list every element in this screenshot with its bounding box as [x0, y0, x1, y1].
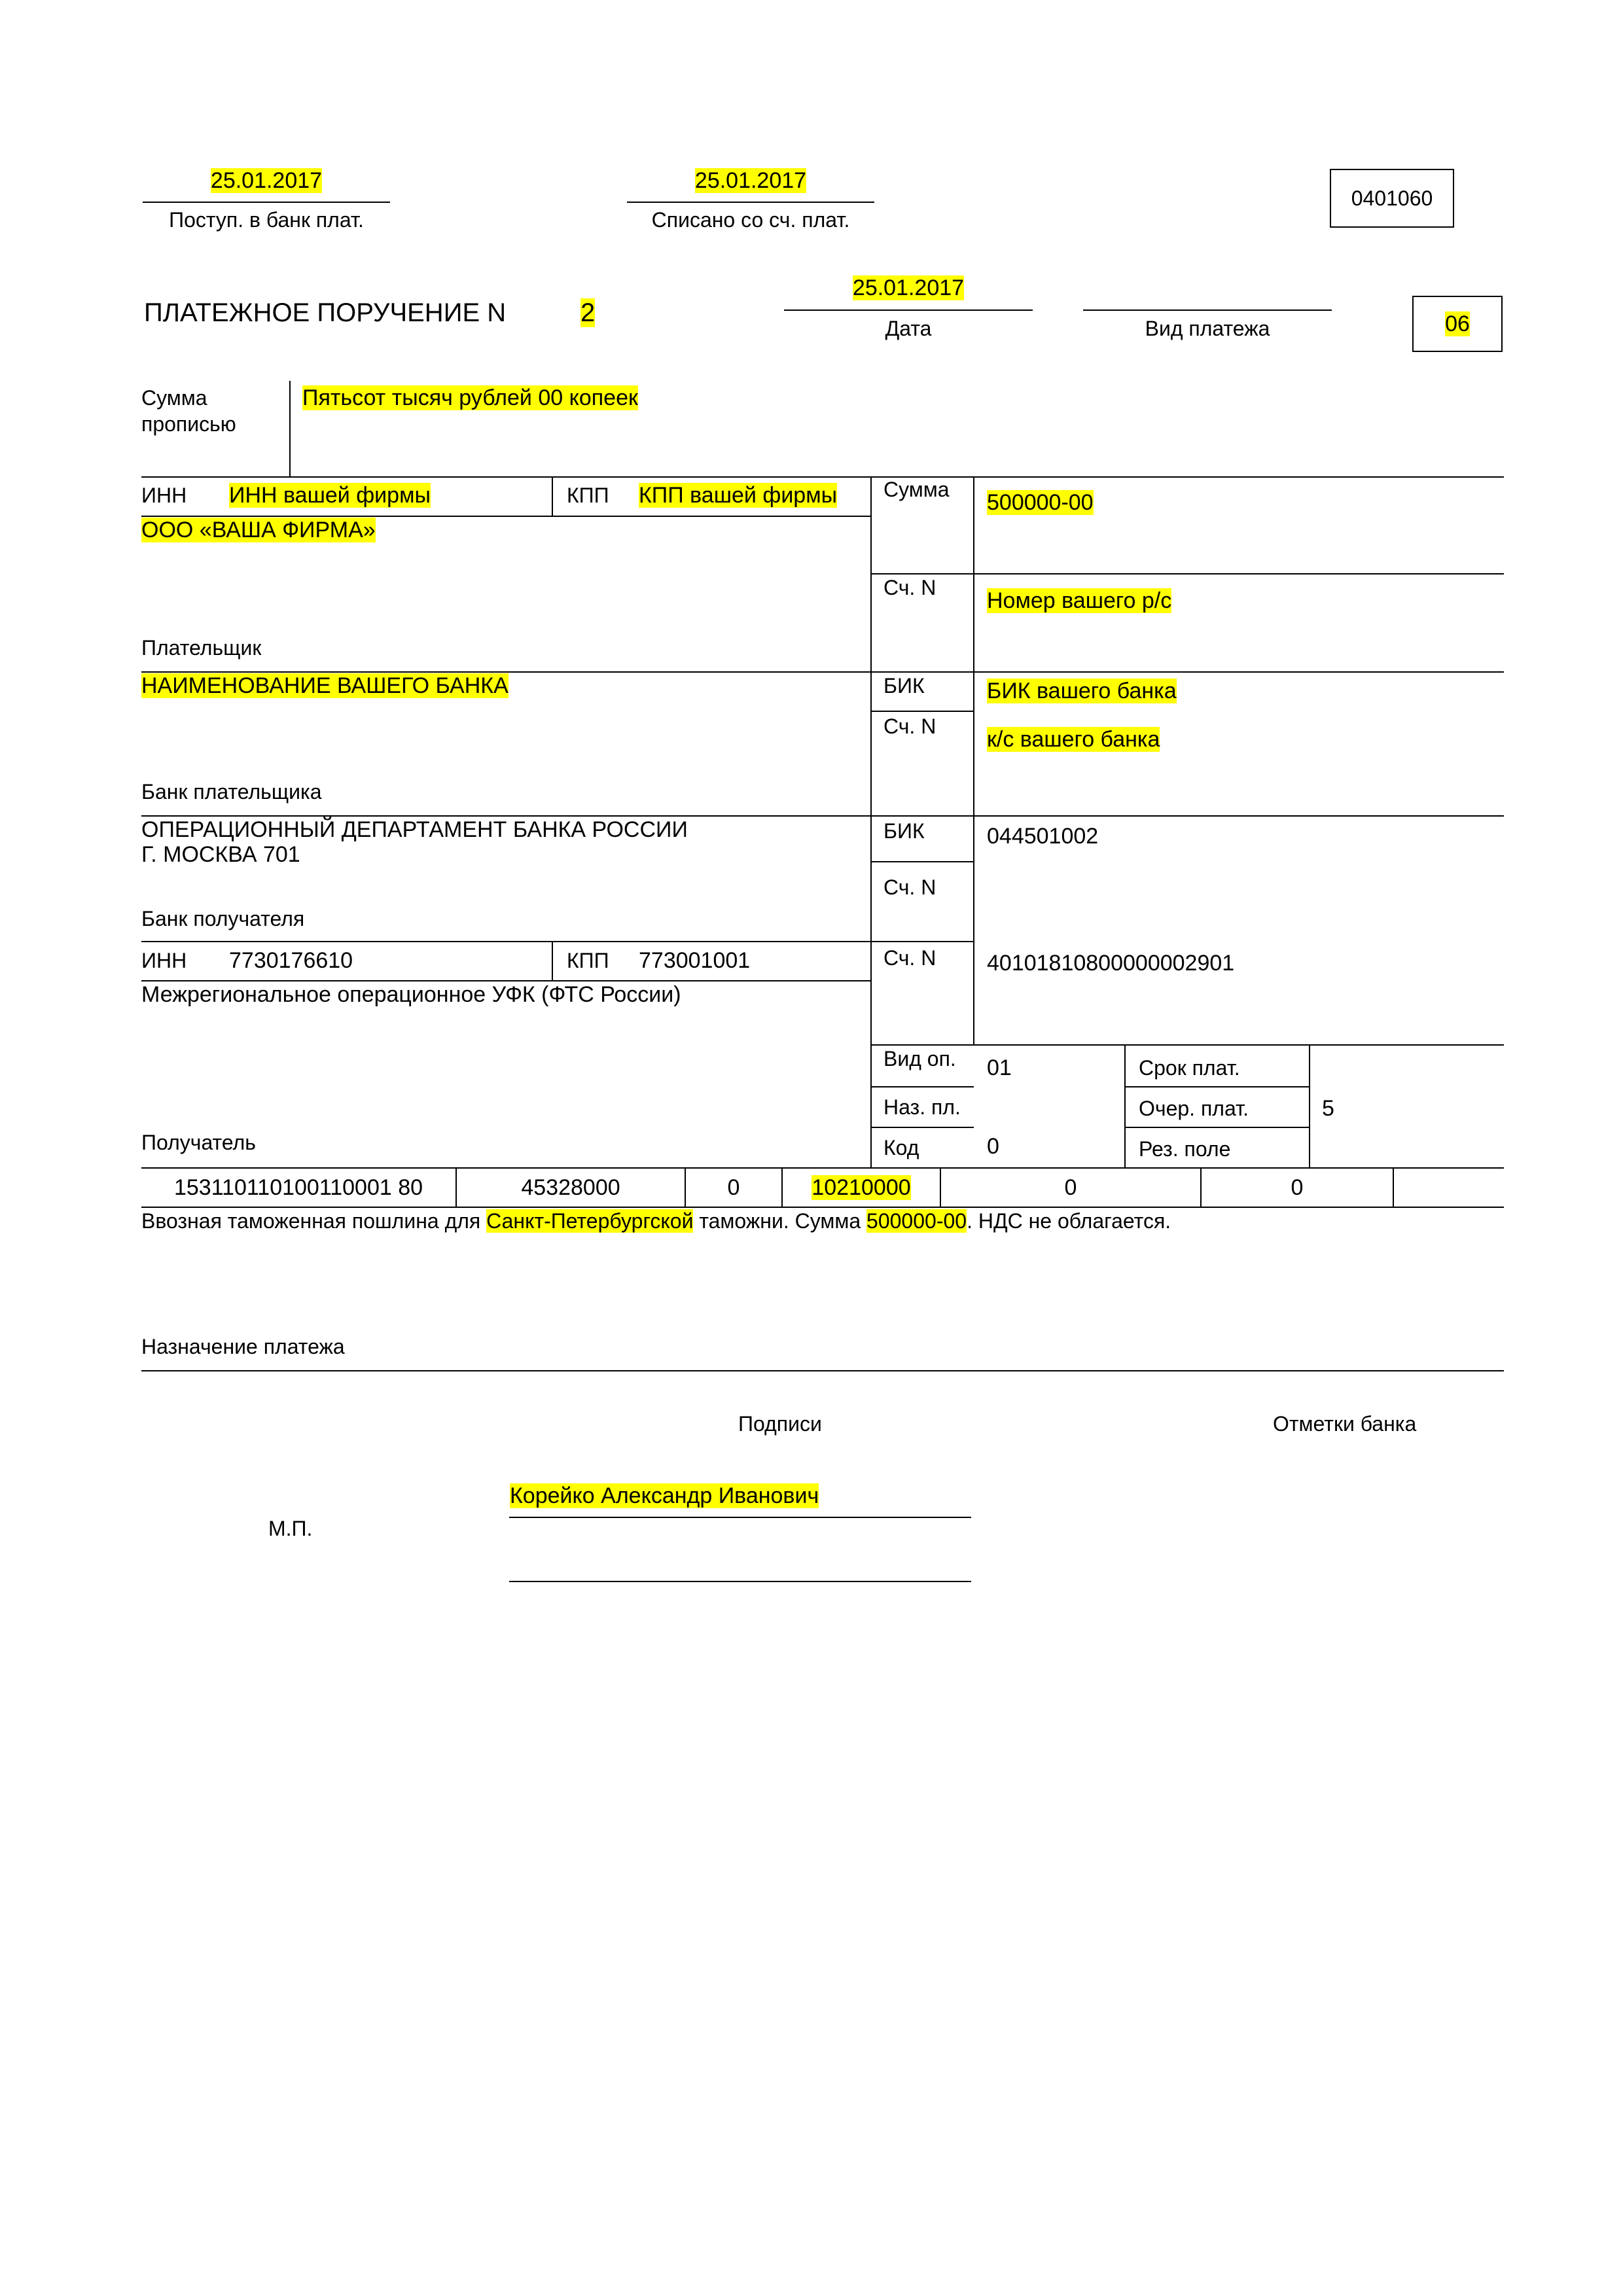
doc-number-cell: 0 [1064, 1175, 1077, 1200]
payer-label: Плательщик [141, 636, 262, 660]
payee-top-line [141, 941, 974, 942]
debited-date: 25.01.2017 [694, 168, 807, 193]
payer-bank-account: к/с вашего банка [987, 727, 1160, 752]
payee-bank-bik-line [870, 861, 974, 862]
order-date-label: Дата [885, 317, 932, 340]
grid-vline-left-panel [870, 476, 872, 1169]
op-type: 01 [987, 1055, 1012, 1080]
grid-vline-right-panel [973, 476, 974, 1046]
op-block-top-line [870, 1044, 1504, 1046]
period-cell: 10210000 [812, 1175, 911, 1200]
payer-bank-account-label: Сч. N [883, 715, 936, 738]
payer-bank-label: Банк плательщика [141, 780, 322, 804]
priority-label: Очер. плат. [1139, 1097, 1249, 1120]
payer-kpp: КПП вашей фирмы [639, 483, 838, 508]
payer-inn: ИНН вашей фирмы [229, 483, 431, 508]
op-row-line-1-right [1124, 1086, 1309, 1087]
received-date-label: Поступ. в банк плат. [169, 208, 364, 232]
payer-kpp-label: КПП [567, 484, 609, 507]
amount-words-label-1: Сумма [141, 386, 207, 410]
term-label: Срок плат. [1139, 1056, 1240, 1080]
grid-line-top [141, 476, 1504, 478]
payee-account: 40101810800000002901 [987, 951, 1235, 976]
payee-bank-bik: 044501002 [987, 824, 1099, 849]
priority-value: 5 [1322, 1096, 1334, 1121]
payee-bank-name-1: ОПЕРАЦИОННЫЙ ДЕПАРТАМЕНТ БАНКА РОССИИ [141, 817, 688, 842]
oktmo-cell: 45328000 [521, 1175, 620, 1200]
basis-cell: 0 [727, 1175, 740, 1200]
order-number: 2 [580, 298, 596, 327]
payer-name: ООО «ВАША ФИРМА» [141, 518, 376, 542]
payee-account-label: Сч. N [883, 946, 936, 970]
reserve-label: Рез. поле [1139, 1137, 1231, 1161]
payee-label: Получатель [141, 1131, 256, 1154]
sum-account-line [870, 573, 1504, 574]
received-date-underline [143, 202, 390, 203]
page-title: ПЛАТЕЖНОЕ ПОРУЧЕНИЕ N [144, 298, 507, 327]
payment-purpose-line [141, 1370, 1504, 1371]
op-type-label: Вид оп. [883, 1047, 956, 1070]
doc-date-cell: 0 [1291, 1175, 1304, 1200]
debited-date-underline [627, 202, 874, 203]
payer-account: Номер вашего р/с [987, 588, 1172, 613]
payee-inn-kpp-divider [552, 941, 553, 981]
amount-words-divider [289, 381, 291, 476]
order-date-underline [784, 309, 1033, 311]
code-value: 0 [987, 1134, 999, 1159]
payee-bank-bik-label: БИК [883, 819, 925, 843]
payment-purpose-text: Ввозная таможенная пошлина для Санкт-Петербургской таможни. Сумма 500000-00. НДС не облагается. [141, 1209, 1171, 1233]
kbk-cell: 153110110100110001 80 [173, 1175, 423, 1200]
payer-account-label: Сч. N [883, 576, 936, 599]
payee-kpp-label: КПП [567, 949, 609, 972]
op-vline-middle [1124, 1044, 1126, 1169]
payer-inn-kpp-divider [552, 476, 553, 517]
payer-bank-bik: БИК вашего банка [987, 679, 1177, 703]
stamp-label: М.П. [268, 1517, 313, 1540]
received-date: 25.01.2017 [210, 168, 323, 193]
op-row-line-2-right [1124, 1127, 1309, 1128]
payer-sum: 500000-00 [987, 490, 1094, 515]
op-vline-right [1309, 1044, 1310, 1169]
payee-bank-account-label: Сч. N [883, 875, 936, 899]
op-row-line-2-left [870, 1127, 974, 1128]
payee-kpp: 773001001 [639, 948, 751, 973]
payer-bank-bik-line [870, 711, 974, 712]
payment-purpose-label: Назначение платежа [141, 1335, 345, 1358]
code-label: Код [883, 1136, 919, 1159]
payment-type-label: Вид платежа [1145, 317, 1270, 340]
payer-bank-name: НАИМЕНОВАНИЕ ВАШЕГО БАНКА [141, 673, 508, 698]
op-row-line-1-left [870, 1086, 974, 1087]
signature-line-1 [509, 1517, 971, 1518]
payee-bank-label: Банк получателя [141, 907, 305, 930]
payee-inn: 7730176610 [229, 948, 353, 973]
amount-words-value: Пятьсот тысяч рублей 00 копеек [302, 385, 638, 410]
status-code-box: 06 [1412, 296, 1503, 352]
amount-words-label-2: прописью [141, 412, 236, 436]
tax-row-top-line [141, 1167, 1504, 1169]
form-code-box: 0401060 [1330, 169, 1454, 228]
debited-date-label: Списано со сч. плат. [651, 208, 850, 232]
purpose-code-label: Наз. пл. [883, 1095, 961, 1119]
signature-line-2 [509, 1581, 971, 1582]
payer-inn-label: ИНН [141, 484, 187, 507]
payment-type-underline [1083, 309, 1332, 311]
tax-row-divider-6 [1393, 1167, 1394, 1208]
payee-bank-name-2: Г. МОСКВА 701 [141, 842, 300, 867]
payer-sum-label: Сумма [883, 478, 950, 501]
payer-bank-bik-label: БИК [883, 674, 925, 698]
payee-name: Межрегиональное операционное УФК (ФТС России) [141, 982, 681, 1007]
payee-inn-label: ИНН [141, 949, 187, 972]
signer-name: Корейко Александр Иванович [510, 1483, 819, 1508]
signatures-label: Подписи [738, 1412, 822, 1436]
bank-marks-label: Отметки банка [1273, 1412, 1417, 1436]
order-date: 25.01.2017 [852, 275, 965, 300]
